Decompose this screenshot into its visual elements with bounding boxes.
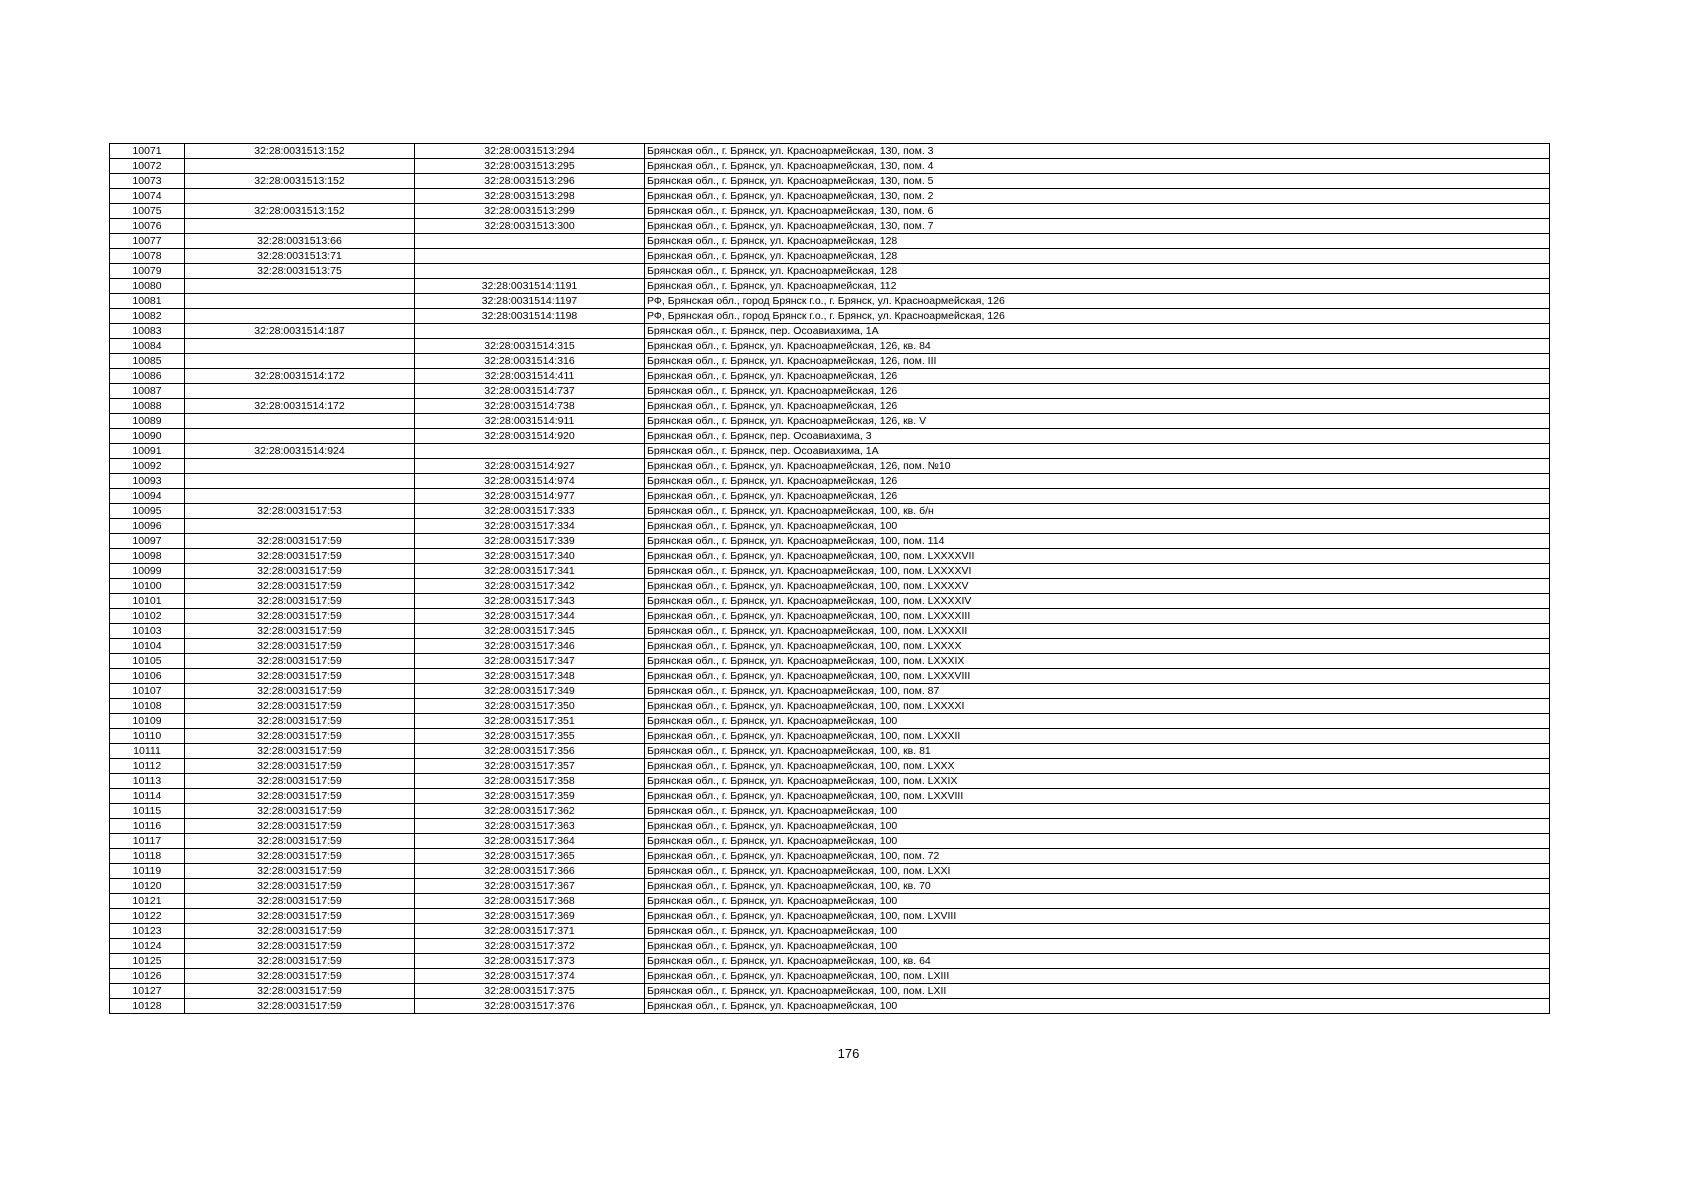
address-cell: Брянская обл., г. Брянск, пер. Осоавиахима, 1А — [645, 444, 1550, 459]
row-number-cell: 10103 — [110, 624, 185, 639]
address-cell: Брянская обл., г. Брянск, ул. Красноармейская, 126, пом. III — [645, 354, 1550, 369]
cadastral-number-cell: 32:28:0031514:315 — [415, 339, 645, 354]
address-cell: Брянская обл., г. Брянск, ул. Красноармейская, 100, пом. LXXXXIV — [645, 594, 1550, 609]
row-number-cell: 10118 — [110, 849, 185, 864]
row-number-cell: 10077 — [110, 234, 185, 249]
cadastral-number-cell: 32:28:0031517:367 — [415, 879, 645, 894]
cadastral-number-cell: 32:28:0031514:737 — [415, 384, 645, 399]
cadastral-number-cell: 32:28:0031517:369 — [415, 909, 645, 924]
parent-cadastral-number-cell: 32:28:0031514:187 — [185, 324, 415, 339]
cadastral-number-cell: 32:28:0031517:340 — [415, 549, 645, 564]
parent-cadastral-number-cell: 32:28:0031513:71 — [185, 249, 415, 264]
parent-cadastral-number-cell: 32:28:0031517:59 — [185, 759, 415, 774]
row-number-cell: 10083 — [110, 324, 185, 339]
row-number-cell: 10110 — [110, 729, 185, 744]
cadastral-number-cell: 32:28:0031513:299 — [415, 204, 645, 219]
table-row — [110, 174, 1550, 189]
parent-cadastral-number-cell: 32:28:0031517:59 — [185, 849, 415, 864]
table-row — [110, 609, 1550, 624]
table-row — [110, 864, 1550, 879]
cadastral-number-cell — [415, 324, 645, 339]
cadastral-number-cell: 32:28:0031514:920 — [415, 429, 645, 444]
cadastral-number-cell: 32:28:0031514:1191 — [415, 279, 645, 294]
table-row — [110, 594, 1550, 609]
table-row — [110, 309, 1550, 324]
table-row — [110, 669, 1550, 684]
row-number-cell: 10094 — [110, 489, 185, 504]
row-number-cell: 10112 — [110, 759, 185, 774]
parent-cadastral-number-cell — [185, 414, 415, 429]
parent-cadastral-number-cell: 32:28:0031517:59 — [185, 579, 415, 594]
cadastral-number-cell: 32:28:0031513:295 — [415, 159, 645, 174]
row-number-cell: 10085 — [110, 354, 185, 369]
row-number-cell: 10073 — [110, 174, 185, 189]
parent-cadastral-number-cell: 32:28:0031517:59 — [185, 834, 415, 849]
parent-cadastral-number-cell — [185, 489, 415, 504]
parent-cadastral-number-cell — [185, 294, 415, 309]
table-row — [110, 519, 1550, 534]
row-number-cell: 10120 — [110, 879, 185, 894]
cadastral-number-cell: 32:28:0031517:368 — [415, 894, 645, 909]
cadastral-number-cell: 32:28:0031514:927 — [415, 459, 645, 474]
parent-cadastral-number-cell: 32:28:0031517:59 — [185, 534, 415, 549]
table-row — [110, 999, 1550, 1014]
row-number-cell: 10123 — [110, 924, 185, 939]
table-row — [110, 774, 1550, 789]
row-number-cell: 10074 — [110, 189, 185, 204]
parent-cadastral-number-cell: 32:28:0031517:59 — [185, 549, 415, 564]
cadastral-number-cell: 32:28:0031517:342 — [415, 579, 645, 594]
parent-cadastral-number-cell: 32:28:0031517:59 — [185, 594, 415, 609]
cadastral-number-cell — [415, 249, 645, 264]
cadastral-number-cell: 32:28:0031514:1198 — [415, 309, 645, 324]
row-number-cell: 10088 — [110, 399, 185, 414]
cadastral-number-cell — [415, 444, 645, 459]
address-cell: Брянская обл., г. Брянск, ул. Красноармейская, 100, пом. 114 — [645, 534, 1550, 549]
table-row — [110, 879, 1550, 894]
row-number-cell: 10119 — [110, 864, 185, 879]
address-cell: Брянская обл., г. Брянск, ул. Красноармейская, 100, кв. 70 — [645, 879, 1550, 894]
parent-cadastral-number-cell — [185, 429, 415, 444]
row-number-cell: 10091 — [110, 444, 185, 459]
address-cell: Брянская обл., г. Брянск, ул. Красноармейская, 100, кв. 64 — [645, 954, 1550, 969]
parent-cadastral-number-cell: 32:28:0031517:59 — [185, 954, 415, 969]
cadastral-number-cell: 32:28:0031517:345 — [415, 624, 645, 639]
cadastral-number-cell: 32:28:0031514:974 — [415, 474, 645, 489]
parent-cadastral-number-cell — [185, 189, 415, 204]
parent-cadastral-number-cell: 32:28:0031517:59 — [185, 669, 415, 684]
address-cell: Брянская обл., г. Брянск, ул. Красноармейская, 100, пом. LXII — [645, 984, 1550, 999]
row-number-cell: 10108 — [110, 699, 185, 714]
row-number-cell: 10121 — [110, 894, 185, 909]
row-number-cell: 10111 — [110, 744, 185, 759]
table-row — [110, 159, 1550, 174]
row-number-cell: 10127 — [110, 984, 185, 999]
table-row — [110, 729, 1550, 744]
row-number-cell: 10086 — [110, 369, 185, 384]
table-row — [110, 144, 1550, 159]
parent-cadastral-number-cell: 32:28:0031517:59 — [185, 924, 415, 939]
table-row — [110, 894, 1550, 909]
address-cell: Брянская обл., г. Брянск, ул. Красноармейская, 130, пом. 3 — [645, 144, 1550, 159]
address-cell: Брянская обл., г. Брянск, ул. Красноармейская, 128 — [645, 264, 1550, 279]
row-number-cell: 10079 — [110, 264, 185, 279]
row-number-cell: 10128 — [110, 999, 185, 1014]
table-row — [110, 744, 1550, 759]
row-number-cell: 10104 — [110, 639, 185, 654]
table-row — [110, 969, 1550, 984]
cadastral-number-cell: 32:28:0031517:341 — [415, 564, 645, 579]
parent-cadastral-number-cell — [185, 519, 415, 534]
cadastral-number-cell: 32:28:0031517:357 — [415, 759, 645, 774]
parent-cadastral-number-cell: 32:28:0031514:172 — [185, 399, 415, 414]
row-number-cell: 10097 — [110, 534, 185, 549]
address-cell: Брянская обл., г. Брянск, ул. Красноармейская, 100 — [645, 894, 1550, 909]
row-number-cell: 10125 — [110, 954, 185, 969]
table-row — [110, 579, 1550, 594]
parent-cadastral-number-cell: 32:28:0031513:152 — [185, 144, 415, 159]
cadastral-number-cell: 32:28:0031517:333 — [415, 504, 645, 519]
address-cell: Брянская обл., г. Брянск, ул. Красноармейская, 100, пом. LXXXX — [645, 639, 1550, 654]
parent-cadastral-number-cell: 32:28:0031517:59 — [185, 909, 415, 924]
row-number-cell: 10098 — [110, 549, 185, 564]
row-number-cell: 10122 — [110, 909, 185, 924]
row-number-cell: 10095 — [110, 504, 185, 519]
row-number-cell: 10075 — [110, 204, 185, 219]
parent-cadastral-number-cell: 32:28:0031513:75 — [185, 264, 415, 279]
row-number-cell: 10115 — [110, 804, 185, 819]
table-row — [110, 654, 1550, 669]
address-cell: Брянская обл., г. Брянск, пер. Осоавиахима, 1А — [645, 324, 1550, 339]
cadastral-number-cell: 32:28:0031517:344 — [415, 609, 645, 624]
address-cell: Брянская обл., г. Брянск, ул. Красноармейская, 100, пом. LXXXXI — [645, 699, 1550, 714]
address-cell: Брянская обл., г. Брянск, ул. Красноармейская, 100, пом. LXXXXVII — [645, 549, 1550, 564]
cadastral-number-cell: 32:28:0031517:362 — [415, 804, 645, 819]
row-number-cell: 10092 — [110, 459, 185, 474]
row-number-cell: 10084 — [110, 339, 185, 354]
cadastral-number-cell: 32:28:0031517:348 — [415, 669, 645, 684]
table-row — [110, 564, 1550, 579]
row-number-cell: 10093 — [110, 474, 185, 489]
table-row — [110, 699, 1550, 714]
row-number-cell: 10105 — [110, 654, 185, 669]
table-row — [110, 234, 1550, 249]
cadastral-number-cell: 32:28:0031517:355 — [415, 729, 645, 744]
cadastral-number-cell: 32:28:0031514:911 — [415, 414, 645, 429]
address-cell: Брянская обл., г. Брянск, ул. Красноармейская, 100 — [645, 819, 1550, 834]
parent-cadastral-number-cell — [185, 384, 415, 399]
parent-cadastral-number-cell — [185, 219, 415, 234]
address-cell: РФ, Брянская обл., город Брянск г.о., г. Брянск, ул. Красноармейская, 126 — [645, 309, 1550, 324]
cadastral-number-cell — [415, 264, 645, 279]
parent-cadastral-number-cell: 32:28:0031517:59 — [185, 684, 415, 699]
row-number-cell: 10087 — [110, 384, 185, 399]
cadastral-number-cell: 32:28:0031517:364 — [415, 834, 645, 849]
table-row — [110, 924, 1550, 939]
address-cell: Брянская обл., г. Брянск, ул. Красноармейская, 100, пом. LXXX — [645, 759, 1550, 774]
table-row — [110, 849, 1550, 864]
table-row — [110, 534, 1550, 549]
table-row — [110, 474, 1550, 489]
row-number-cell: 10114 — [110, 789, 185, 804]
table-row — [110, 399, 1550, 414]
row-number-cell: 10071 — [110, 144, 185, 159]
address-cell: Брянская обл., г. Брянск, ул. Красноармейская, 100 — [645, 939, 1550, 954]
table-row — [110, 219, 1550, 234]
table-row — [110, 789, 1550, 804]
address-cell: Брянская обл., г. Брянск, ул. Красноармейская, 100, пом. LXXXII — [645, 729, 1550, 744]
address-cell: Брянская обл., г. Брянск, ул. Красноармейская, 100, кв. 81 — [645, 744, 1550, 759]
table-row — [110, 804, 1550, 819]
cadastral-number-cell: 32:28:0031517:359 — [415, 789, 645, 804]
row-number-cell: 10101 — [110, 594, 185, 609]
cadastral-number-cell: 32:28:0031517:351 — [415, 714, 645, 729]
address-cell: Брянская обл., г. Брянск, ул. Красноармейская, 130, пом. 5 — [645, 174, 1550, 189]
cadastral-number-cell: 32:28:0031517:358 — [415, 774, 645, 789]
parent-cadastral-number-cell: 32:28:0031513:152 — [185, 204, 415, 219]
row-number-cell: 10089 — [110, 414, 185, 429]
address-cell: Брянская обл., г. Брянск, ул. Красноармейская, 100, пом. LXXXXVI — [645, 564, 1550, 579]
row-number-cell: 10099 — [110, 564, 185, 579]
parent-cadastral-number-cell: 32:28:0031517:59 — [185, 864, 415, 879]
row-number-cell: 10113 — [110, 774, 185, 789]
table-row — [110, 204, 1550, 219]
cadastral-number-cell: 32:28:0031517:373 — [415, 954, 645, 969]
parent-cadastral-number-cell: 32:28:0031517:59 — [185, 789, 415, 804]
parent-cadastral-number-cell: 32:28:0031517:59 — [185, 819, 415, 834]
address-cell: Брянская обл., г. Брянск, ул. Красноармейская, 126 — [645, 474, 1550, 489]
parent-cadastral-number-cell: 32:28:0031517:59 — [185, 774, 415, 789]
table-row — [110, 819, 1550, 834]
cadastral-number-cell: 32:28:0031517:356 — [415, 744, 645, 759]
table-row — [110, 324, 1550, 339]
address-cell: РФ, Брянская обл., город Брянск г.о., г. Брянск, ул. Красноармейская, 126 — [645, 294, 1550, 309]
cadastral-number-cell: 32:28:0031514:316 — [415, 354, 645, 369]
address-cell: Брянская обл., г. Брянск, ул. Красноармейская, 128 — [645, 234, 1550, 249]
row-number-cell: 10078 — [110, 249, 185, 264]
cadastral-number-cell: 32:28:0031514:738 — [415, 399, 645, 414]
address-cell: Брянская обл., г. Брянск, ул. Красноармейская, 130, пом. 4 — [645, 159, 1550, 174]
table-row — [110, 444, 1550, 459]
row-number-cell: 10107 — [110, 684, 185, 699]
table-row — [110, 984, 1550, 999]
table-row — [110, 549, 1550, 564]
cadastral-number-cell: 32:28:0031517:350 — [415, 699, 645, 714]
table-row — [110, 909, 1550, 924]
address-cell: Брянская обл., г. Брянск, ул. Красноармейская, 100, пом. LXXXIX — [645, 654, 1550, 669]
row-number-cell: 10100 — [110, 579, 185, 594]
row-number-cell: 10072 — [110, 159, 185, 174]
row-number-cell: 10124 — [110, 939, 185, 954]
parent-cadastral-number-cell: 32:28:0031517:59 — [185, 699, 415, 714]
registry-table-body — [110, 144, 1550, 1014]
parent-cadastral-number-cell: 32:28:0031517:59 — [185, 639, 415, 654]
table-row — [110, 354, 1550, 369]
address-cell: Брянская обл., г. Брянск, ул. Красноармейская, 100, пом. LXXIX — [645, 774, 1550, 789]
address-cell: Брянская обл., г. Брянск, ул. Красноармейская, 130, пом. 2 — [645, 189, 1550, 204]
address-cell: Брянская обл., г. Брянск, ул. Красноармейская, 100, пом. LXXXVIII — [645, 669, 1550, 684]
cadastral-number-cell: 32:28:0031517:366 — [415, 864, 645, 879]
row-number-cell: 10076 — [110, 219, 185, 234]
cadastral-number-cell: 32:28:0031517:334 — [415, 519, 645, 534]
address-cell: Брянская обл., г. Брянск, ул. Красноармейская, 126, пом. №10 — [645, 459, 1550, 474]
row-number-cell: 10116 — [110, 819, 185, 834]
address-cell: Брянская обл., г. Брянск, ул. Красноармейская, 100 — [645, 519, 1550, 534]
table-row — [110, 684, 1550, 699]
cadastral-number-cell: 32:28:0031517:365 — [415, 849, 645, 864]
cadastral-number-cell: 32:28:0031517:371 — [415, 924, 645, 939]
table-row — [110, 339, 1550, 354]
cadastral-number-cell: 32:28:0031514:411 — [415, 369, 645, 384]
address-cell: Брянская обл., г. Брянск, ул. Красноармейская, 126, кв. V — [645, 414, 1550, 429]
cadastral-number-cell: 32:28:0031517:346 — [415, 639, 645, 654]
address-cell: Брянская обл., г. Брянск, ул. Красноармейская, 100, пом. LXVIII — [645, 909, 1550, 924]
table-row — [110, 759, 1550, 774]
address-cell: Брянская обл., г. Брянск, ул. Красноармейская, 126 — [645, 489, 1550, 504]
table-row — [110, 639, 1550, 654]
parent-cadastral-number-cell — [185, 159, 415, 174]
parent-cadastral-number-cell: 32:28:0031517:59 — [185, 729, 415, 744]
parent-cadastral-number-cell — [185, 279, 415, 294]
table-row — [110, 294, 1550, 309]
cadastral-number-cell: 32:28:0031517:375 — [415, 984, 645, 999]
parent-cadastral-number-cell: 32:28:0031514:924 — [185, 444, 415, 459]
table-row — [110, 429, 1550, 444]
parent-cadastral-number-cell: 32:28:0031517:53 — [185, 504, 415, 519]
parent-cadastral-number-cell — [185, 474, 415, 489]
address-cell: Брянская обл., г. Брянск, ул. Красноармейская, 100, пом. LXIII — [645, 969, 1550, 984]
parent-cadastral-number-cell: 32:28:0031517:59 — [185, 984, 415, 999]
parent-cadastral-number-cell: 32:28:0031517:59 — [185, 744, 415, 759]
row-number-cell: 10081 — [110, 294, 185, 309]
cadastral-number-cell: 32:28:0031517:372 — [415, 939, 645, 954]
address-cell: Брянская обл., г. Брянск, ул. Красноармейская, 100, пом. LXXI — [645, 864, 1550, 879]
table-row — [110, 414, 1550, 429]
parent-cadastral-number-cell: 32:28:0031517:59 — [185, 564, 415, 579]
cadastral-number-cell: 32:28:0031513:294 — [415, 144, 645, 159]
table-row — [110, 834, 1550, 849]
table-row — [110, 489, 1550, 504]
cadastral-number-cell: 32:28:0031517:349 — [415, 684, 645, 699]
parent-cadastral-number-cell: 32:28:0031517:59 — [185, 804, 415, 819]
table-row — [110, 954, 1550, 969]
address-cell: Брянская обл., г. Брянск, ул. Красноармейская, 100 — [645, 999, 1550, 1014]
cadastral-number-cell: 32:28:0031514:977 — [415, 489, 645, 504]
address-cell: Брянская обл., г. Брянск, ул. Красноармейская, 126 — [645, 384, 1550, 399]
row-number-cell: 10082 — [110, 309, 185, 324]
address-cell: Брянская обл., г. Брянск, ул. Красноармейская, 100, пом. LXXXXIII — [645, 609, 1550, 624]
address-cell: Брянская обл., г. Брянск, ул. Красноармейская, 126 — [645, 399, 1550, 414]
table-row — [110, 939, 1550, 954]
cadastral-number-cell: 32:28:0031517:347 — [415, 654, 645, 669]
row-number-cell: 10117 — [110, 834, 185, 849]
parent-cadastral-number-cell: 32:28:0031517:59 — [185, 714, 415, 729]
row-number-cell: 10106 — [110, 669, 185, 684]
parent-cadastral-number-cell — [185, 459, 415, 474]
table-row — [110, 624, 1550, 639]
address-cell: Брянская обл., г. Брянск, ул. Красноармейская, 130, пом. 6 — [645, 204, 1550, 219]
address-cell: Брянская обл., г. Брянск, ул. Красноармейская, 100, кв. б/н — [645, 504, 1550, 519]
address-cell: Брянская обл., г. Брянск, ул. Красноармейская, 100, пом. 87 — [645, 684, 1550, 699]
table-row — [110, 384, 1550, 399]
address-cell: Брянская обл., г. Брянск, ул. Красноармейская, 100, пом. LXXXXV — [645, 579, 1550, 594]
parent-cadastral-number-cell — [185, 339, 415, 354]
parent-cadastral-number-cell: 32:28:0031517:59 — [185, 939, 415, 954]
parent-cadastral-number-cell: 32:28:0031517:59 — [185, 999, 415, 1014]
table-row — [110, 189, 1550, 204]
parent-cadastral-number-cell: 32:28:0031513:66 — [185, 234, 415, 249]
cadastral-number-cell: 32:28:0031513:298 — [415, 189, 645, 204]
registry-table — [109, 143, 1550, 1014]
table-row — [110, 714, 1550, 729]
address-cell: Брянская обл., г. Брянск, ул. Красноармейская, 112 — [645, 279, 1550, 294]
parent-cadastral-number-cell: 32:28:0031517:59 — [185, 969, 415, 984]
address-cell: Брянская обл., г. Брянск, ул. Красноармейская, 128 — [645, 249, 1550, 264]
cadastral-number-cell: 32:28:0031517:363 — [415, 819, 645, 834]
table-row — [110, 369, 1550, 384]
parent-cadastral-number-cell: 32:28:0031517:59 — [185, 624, 415, 639]
parent-cadastral-number-cell: 32:28:0031517:59 — [185, 879, 415, 894]
row-number-cell: 10080 — [110, 279, 185, 294]
parent-cadastral-number-cell: 32:28:0031513:152 — [185, 174, 415, 189]
cadastral-number-cell: 32:28:0031517:376 — [415, 999, 645, 1014]
parent-cadastral-number-cell: 32:28:0031514:172 — [185, 369, 415, 384]
parent-cadastral-number-cell — [185, 354, 415, 369]
parent-cadastral-number-cell: 32:28:0031517:59 — [185, 894, 415, 909]
address-cell: Брянская обл., г. Брянск, ул. Красноармейская, 100 — [645, 924, 1550, 939]
row-number-cell: 10090 — [110, 429, 185, 444]
address-cell: Брянская обл., г. Брянск, ул. Красноармейская, 100, пом. LXXVIII — [645, 789, 1550, 804]
cadastral-number-cell: 32:28:0031517:374 — [415, 969, 645, 984]
row-number-cell: 10109 — [110, 714, 185, 729]
row-number-cell: 10096 — [110, 519, 185, 534]
table-row — [110, 279, 1550, 294]
address-cell: Брянская обл., г. Брянск, ул. Красноармейская, 100, пом. LXXXXII — [645, 624, 1550, 639]
parent-cadastral-number-cell: 32:28:0031517:59 — [185, 609, 415, 624]
table-row — [110, 249, 1550, 264]
cadastral-number-cell: 32:28:0031513:296 — [415, 174, 645, 189]
table-row — [110, 459, 1550, 474]
cadastral-number-cell: 32:28:0031517:339 — [415, 534, 645, 549]
row-number-cell: 10126 — [110, 969, 185, 984]
table-row — [110, 264, 1550, 279]
address-cell: Брянская обл., г. Брянск, ул. Красноармейская, 100 — [645, 804, 1550, 819]
address-cell: Брянская обл., г. Брянск, ул. Красноармейская, 126 — [645, 369, 1550, 384]
cadastral-number-cell: 32:28:0031514:1197 — [415, 294, 645, 309]
cadastral-number-cell: 32:28:0031513:300 — [415, 219, 645, 234]
address-cell: Брянская обл., г. Брянск, ул. Красноармейская, 100 — [645, 714, 1550, 729]
address-cell: Брянская обл., г. Брянск, пер. Осоавиахима, 3 — [645, 429, 1550, 444]
address-cell: Брянская обл., г. Брянск, ул. Красноармейская, 126, кв. 84 — [645, 339, 1550, 354]
address-cell: Брянская обл., г. Брянск, ул. Красноармейская, 130, пом. 7 — [645, 219, 1550, 234]
cadastral-number-cell: 32:28:0031517:343 — [415, 594, 645, 609]
address-cell: Брянская обл., г. Брянск, ул. Красноармейская, 100, пом. 72 — [645, 849, 1550, 864]
parent-cadastral-number-cell: 32:28:0031517:59 — [185, 654, 415, 669]
address-cell: Брянская обл., г. Брянск, ул. Красноармейская, 100 — [645, 834, 1550, 849]
page-number: 176 — [837, 1046, 860, 1061]
table-row — [110, 504, 1550, 519]
cadastral-number-cell — [415, 234, 645, 249]
parent-cadastral-number-cell — [185, 309, 415, 324]
row-number-cell: 10102 — [110, 609, 185, 624]
